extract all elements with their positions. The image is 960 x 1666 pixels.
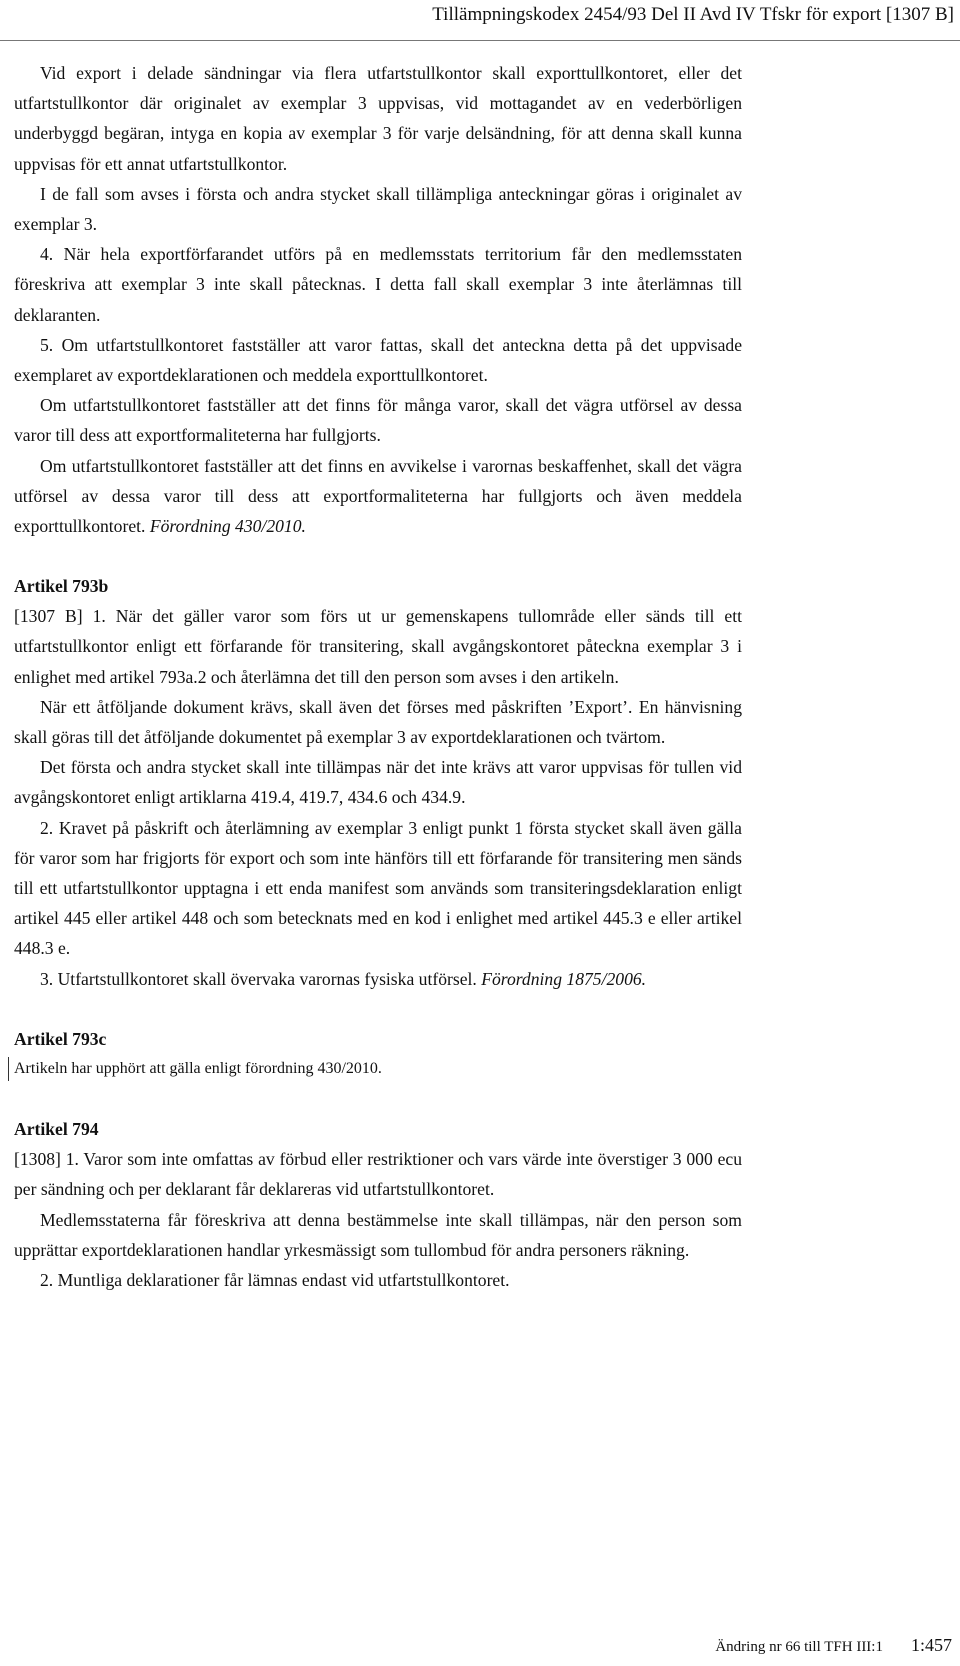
paragraph: I de fall som avses i första och andra stycket skall tillämpliga anteckningar göras i originalet av exemplar 3. [14, 183, 742, 235]
paragraph: 2. Kravet på påskrift och återlämning av exemplar 3 enligt punkt 1 första stycket skall även gälla för varor som har frigjorts för export och som inte hänförs till ett förfarande för transitering men sänds till ett utfartstullkontor upptagna i ett enda manifest som används som transiteringsdeklaration enligt artikel 445 eller artikel 448 och som betecknats med en kod i enlighet med artikel 445.3 e eller artikel 448.3 e. [14, 817, 742, 959]
repealed-note [14, 1054, 742, 1084]
article-793b-title: Artikel 793b [14, 576, 109, 597]
regulation-reference: Förordning 430/2010. [149, 516, 306, 537]
paragraph [14, 451, 742, 542]
regulation-reference: Förordning 1875/2006. [481, 968, 647, 989]
article-794-title: Artikel 794 [14, 1119, 99, 1140]
document-body [14, 58, 742, 1295]
article-793c-title: Artikel 793c [14, 1028, 107, 1049]
paragraph: Det första och andra stycket skall inte tillämpas när det inte krävs att varor uppvisas för tullen vid avgångskontoret enligt artiklarna 419.4, 419.7, 434.6 och 434.9. [14, 757, 742, 808]
paragraph: Om utfartstullkontoret fastställer att det finns för många varor, skall det vägra utförsel av dessa varor till dess att exportformaliteterna har fullgjorts. [14, 395, 742, 446]
page-number: 1:457 [910, 1635, 952, 1655]
page-header [0, 0, 960, 41]
paragraph: 2. Muntliga deklarationer får lämnas endast vid utfartstullkontoret. [40, 1269, 510, 1290]
running-title: Tillämpningskodex 2454/93 Del II Avd IV Tfskr för export [1307 B] [432, 4, 954, 25]
paragraph: Artikeln har upphört att gälla enligt förordning 430/2010. [14, 1059, 382, 1077]
paragraph-text: 3. Utfartstullkontoret skall övervaka varornas fysiska utförsel. [40, 968, 482, 989]
paragraph: 4. När hela exportförfarandet utförs på en medlemsstats territorium får den medlemsstaten föreskriva att exemplar 3 inte skall påtecknas. I detta fall skall exemplar 3 inte återlämnas till deklaranten. [14, 244, 742, 325]
paragraph [14, 964, 742, 994]
change-bar [8, 1057, 9, 1081]
paragraph: Vid export i delade sändningar via flera utfartstullkontor skall exporttullkontoret, eller det utfartstullkontor där originalet av exemplar 3 uppvisas, vid mottagandet av en vederbörligen underbyggd begäran, intyga en kopia av exemplar 3 för varje delsändning, för att denna skall kunna uppvisas för ett annat utfartstullkontor. [14, 63, 742, 174]
paragraph: [1307 B] 1. När det gäller varor som förs ut ur gemenskapens tullområde eller sänds till ett utfartstullkontor enligt ett förfarande för transitering, skall avgångskontoret påteckna exemplar 3 i enlighet med artikel 793a.2 och återlämna det till den person som avses i den artikeln. [14, 606, 742, 687]
paragraph: [1308] 1. Varor som inte omfattas av förbud eller restriktioner och vars värde inte överstiger 3 000 ecu per sändning och per deklarant får deklareras vid utfartstullkontoret. [14, 1149, 742, 1200]
amendment-note: Ändring nr 66 till TFH III:1 [715, 1639, 883, 1655]
paragraph: 5. Om utfartstullkontoret fastställer att varor fattas, skall det anteckna detta på det uppvisade exemplaret av exportdeklarationen och meddela exporttullkontoret. [14, 334, 742, 386]
page-footer [715, 1635, 952, 1656]
paragraph-text: Om utfartstullkontoret fastställer att det finns en avvikelse i varornas beskaffenhet, skall det vägra utförsel av dessa varor till dess att exportformaliteterna har fullgjorts och även meddela exporttullkontoret. [14, 455, 742, 537]
paragraph: När ett åtföljande dokument krävs, skall även det förses med påskriften ’Export’. En hänvisning skall göras till det åtföljande dokumentet på exemplar 3 av exportdeklarationen och tvärtom. [14, 696, 742, 748]
paragraph: Medlemsstaterna får föreskriva att denna bestämmelse inte skall tillämpas, när den person som upprättar exportdeklarationen handlar yrkesmässigt som tullombud för andra personers räkning. [14, 1209, 742, 1260]
